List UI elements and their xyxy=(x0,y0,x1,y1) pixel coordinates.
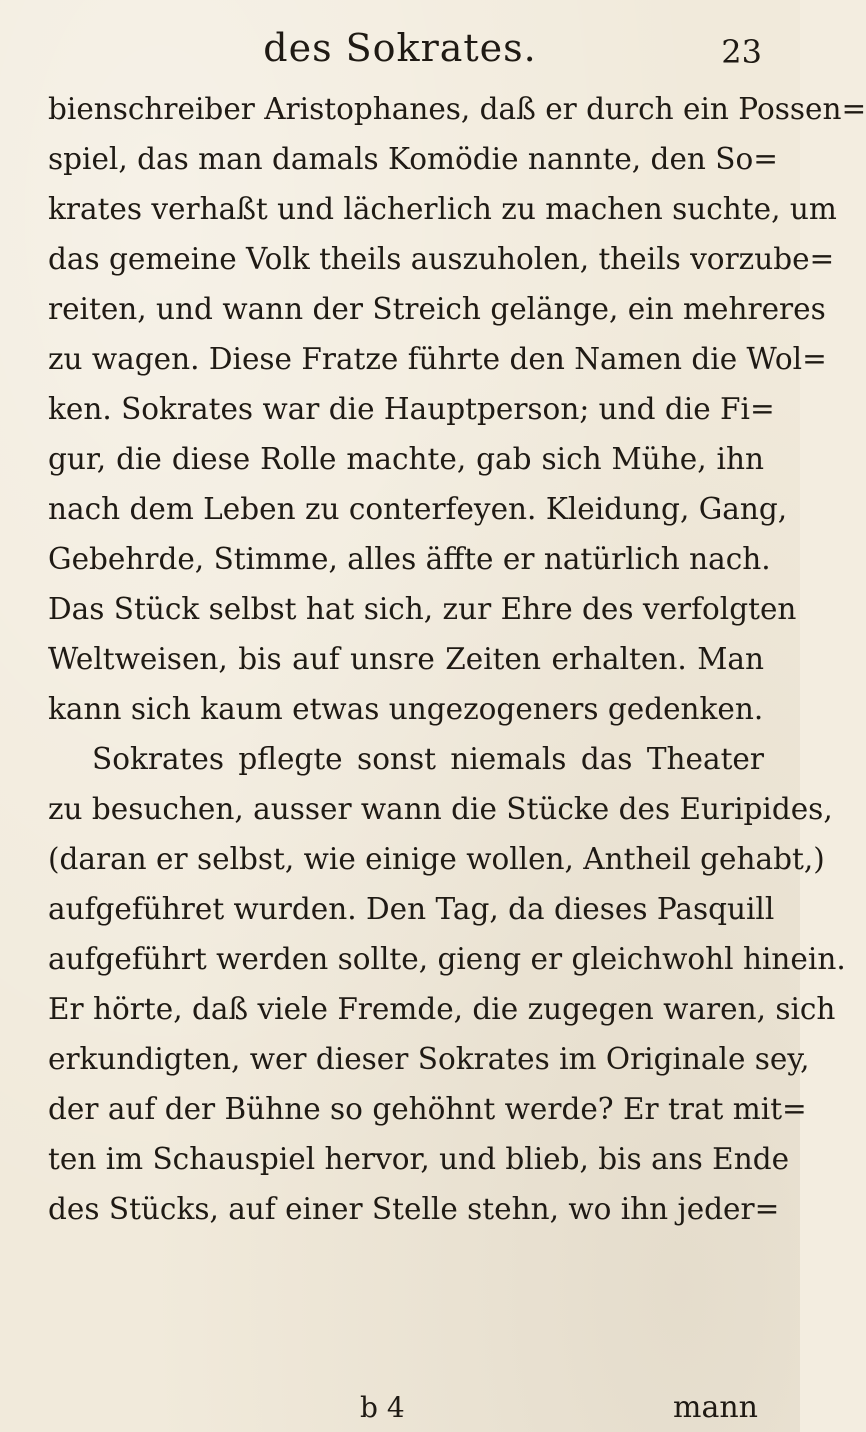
text-line: Das Stück selbst hat sich, zur Ehre des verfolgten xyxy=(48,592,797,626)
text-line: zu wagen. Diese Fratze führte den Namen die Wol= xyxy=(48,342,827,376)
text-line: kann sich kaum etwas ungezogeners gedenken. xyxy=(48,692,764,726)
text-line: nach dem Leben zu conterfeyen. Kleidung, Gang, xyxy=(48,492,788,526)
catchword: mann xyxy=(673,1390,758,1425)
text-line: zu besuchen, ausser wann die Stücke des Euripides, xyxy=(48,792,833,826)
text-line: spiel, das man damals Komödie nannte, den So= xyxy=(48,142,778,176)
text-line: des Stücks, auf einer Stelle stehn, wo ihn jeder= xyxy=(48,1192,780,1226)
text-line: (daran er selbst, wie einige wollen, Antheil gehabt,) xyxy=(48,842,825,876)
text-line: Er hörte, daß viele Fremde, die zugegen waren, sich xyxy=(48,992,836,1026)
text-line: gur, die diese Rolle machte, gab sich Mühe, ihn xyxy=(48,442,764,476)
text-line: bienschreiber Aristophanes, daß er durch ein Possen= xyxy=(48,92,866,126)
text-line: Gebehrde, Stimme, alles äffte er natürlich nach. xyxy=(48,542,771,576)
text-line: aufgeführt werden sollte, gieng er gleichwohl hinein. xyxy=(48,942,846,976)
signature-mark: b 4 xyxy=(360,1391,405,1424)
text-line: krates verhaßt und lächerlich zu machen suchte, um xyxy=(48,192,837,226)
text-line: aufgeführet wurden. Den Tag, da dieses Pasquill xyxy=(48,892,775,926)
body-text xyxy=(48,84,866,1234)
page-footer xyxy=(0,1388,800,1432)
text-line: erkundigten, wer dieser Sokrates im Originale sey, xyxy=(48,1042,810,1076)
paragraph-first-line: Sokrates pflegte sonst niemals das Theater xyxy=(92,742,764,776)
page-number: 23 xyxy=(721,33,762,71)
text-line: ten im Schauspiel hervor, und blieb, bis ans Ende xyxy=(48,1142,790,1176)
running-head xyxy=(0,18,800,78)
text-line: Weltweisen, bis auf unsre Zeiten erhalten. Man xyxy=(48,642,764,676)
text-line: ken. Sokrates war die Hauptperson; und die Fi= xyxy=(48,392,775,426)
text-line: reiten, und wann der Streich gelänge, ein mehreres xyxy=(48,292,826,326)
text-line: das gemeine Volk theils auszuholen, theils vorzube= xyxy=(48,242,835,276)
text-line: der auf der Bühne so gehöhnt werde? Er trat mit= xyxy=(48,1092,807,1126)
running-title: des Sokrates. xyxy=(263,26,537,70)
